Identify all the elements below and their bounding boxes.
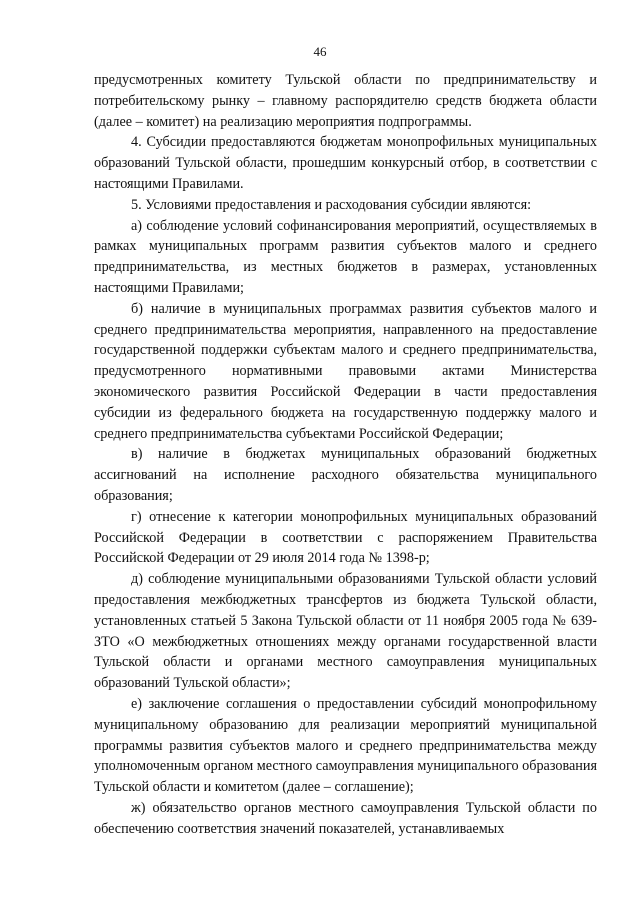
page-number: 46 [313, 44, 327, 59]
document-body [94, 70, 597, 839]
paragraph-subitem-d: д) соблюдение муниципальными образованиями Тульской области условий предоставления межбюджетных трансфертов из бюджета Тульской области, установленных статьей 5 Закона Тульской области от 11 ноября 2005 года № 639-ЗТО «О межбюджетных отношениях между органами государственной власти Тульской области и органами местного самоуправления муниципальных образований Тульской области»; [94, 571, 597, 692]
paragraph-item-4: 4. Субсидии предоставляются бюджетам монопрофильных муниципальных образований Тульской области, прошедшим конкурсный отбор, в соответствии с настоящими Правилами. [94, 134, 597, 192]
paragraph-subitem-v: в) наличие в бюджетах муниципальных образований бюджетных ассигнований на исполнение расходного обязательства муниципального образования; [94, 446, 597, 504]
paragraph-subitem-g: г) отнесение к категории монопрофильных муниципальных образований Российской Федерации в соответствии с распоряжением Правительства Российской Федерации от 29 июля 2014 года № 1398-р; [94, 508, 597, 567]
paragraph-subitem-e: е) заключение соглашения о предоставлении субсидий монопрофильному муниципальному образованию для реализации мероприятий муниципальной программы развития субъектов малого и среднего предпринимательства между уполномоченным органом местного самоуправления муниципального образования Тульской области и комитетом (далее – соглашение); [94, 695, 597, 796]
paragraph-subitem-zh: ж) обязательство органов местного самоуправления Тульской области по обеспечению соответствия значений показателей, устанавливаемых [94, 799, 597, 837]
paragraph-subitem-a: а) соблюдение условий софинансирования мероприятий, осуществляемых в рамках муниципальных программ развития субъектов малого и среднего предпринимательства, из местных бюджетов в размерах, установленных настоящими Правилами; [94, 217, 597, 296]
paragraph-item-5: 5. Условиями предоставления и расходования субсидии являются: [131, 196, 532, 213]
paragraph-continuation: предусмотренных комитету Тульской области по предпринимательству и потребительскому рынку – главному распорядителю средств бюджета области (далее – комитет) на реализацию мероприятия подпрограммы. [94, 72, 597, 130]
paragraph-subitem-b: б) наличие в муниципальных программах развития субъектов малого и среднего предпринимательства мероприятия, направленного на предоставление государственной поддержки субъектам малого и среднего предпринимательства, предусмотренного нормативными правовыми актами Министерства экономического развития Российской Федерации в части предоставления субсидии из федерального бюджета на государственную поддержку малого и среднего предпринимательства субъектами Российской Федерации; [94, 300, 597, 442]
